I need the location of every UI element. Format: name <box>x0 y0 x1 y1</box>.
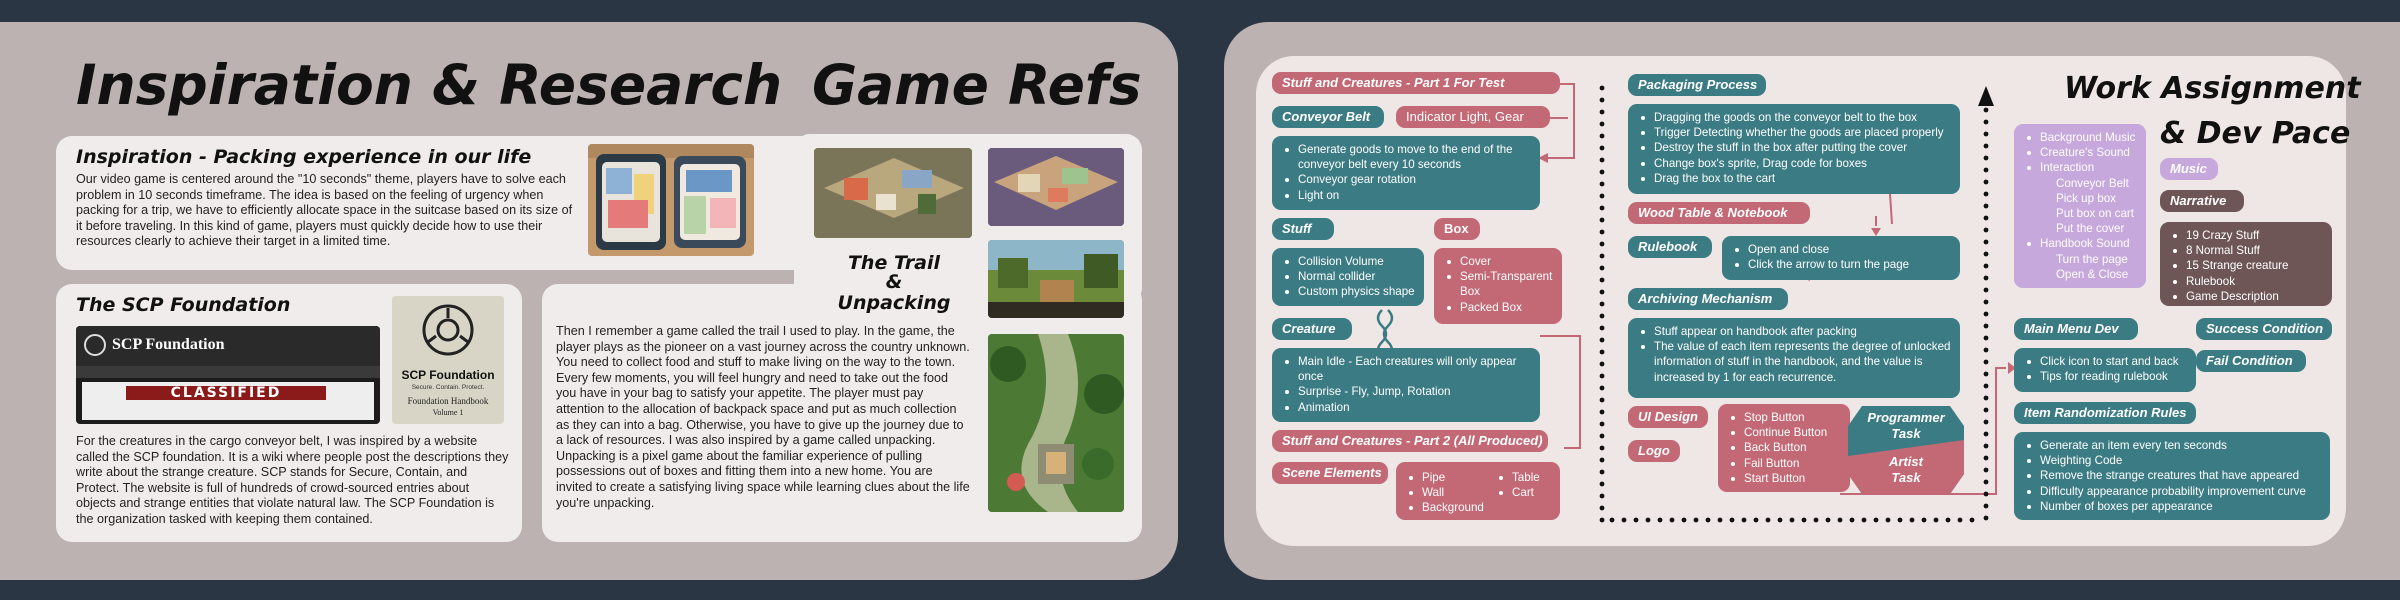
randomization-tag: Item Randomization Rules <box>2014 402 2196 424</box>
main-menu-item: Click icon to start and back <box>2024 354 2188 369</box>
box-item: Packed Box <box>1444 300 1554 315</box>
part2-tag: Stuff and Creatures - Part 2 (All Produced) <box>1272 430 1548 452</box>
narrative-item: 8 Normal Stuff <box>2170 243 2324 258</box>
scene-item: Cart <box>1496 485 1540 500</box>
box-item: Cover <box>1444 254 1554 269</box>
narrative-item: 15 Strange creature <box>2170 258 2324 273</box>
conveyor-item: Conveyor gear rotation <box>1282 172 1532 187</box>
randomization-item: Remove the strange creatures that have appeared <box>2024 468 2322 483</box>
narrative-item: 19 Crazy Stuff <box>2170 228 2324 243</box>
music-tag: Music <box>2160 158 2218 180</box>
music-item: Interaction <box>2024 160 2138 175</box>
music-item: Background Music <box>2024 130 2138 145</box>
stuff-tag: Stuff <box>1272 218 1334 240</box>
scene-item: Wall <box>1406 485 1484 500</box>
music-box <box>2014 124 2146 288</box>
stuff-item: Custom physics shape <box>1282 284 1416 299</box>
packaging-tag: Packaging Process <box>1628 74 1766 96</box>
scp-heading: The SCP Foundation <box>76 294 291 316</box>
narrative-tag: Narrative <box>2160 190 2244 212</box>
inspiration-research-title: Inspiration & Research <box>76 53 783 117</box>
main-menu-tag: Main Menu Dev <box>2014 318 2138 340</box>
box-box <box>1434 248 1562 324</box>
box-item: Semi-Transparent Box <box>1444 269 1554 299</box>
scp-site-banner: CLASSIFIED <box>170 385 282 401</box>
artist-task-label <box>1848 454 1964 486</box>
book-title: SCP Foundation <box>401 368 495 382</box>
trail-body: Then I remember a game called the trail I used to play. In the game, the player plays as the pioneer on a vast journey across the country unknown. You need to collect food and stuff to make living on the way to the town. Every few moments, you will feel hungry and need to take out the food you have in your bag to satisfy your appetite. The player must pay attention to the allocation of backpack space and put as much collection as they can into a bag. Otherwise, you have to give up the journey due to a lack of resources. I was also inspired by a game called unpacking. Unpacking is a pixel game about the familiar experience of pulling possessions out of boxes and fitting them into a new home. You are invited to create a satisfying living space while learning clues about the life you're unpacking. <box>556 324 970 510</box>
music-subitem: Open & Close <box>2056 267 2129 281</box>
conveyor-item: Light on <box>1282 188 1532 203</box>
conveyor-item: Generate goods to move to the end of the conveyor belt every 10 seconds <box>1282 142 1532 172</box>
music-subitem: Turn the page <box>2056 252 2128 266</box>
rulebook-tag: Rulebook <box>1628 236 1712 258</box>
inspiration-body: Our video game is centered around the "10 seconds" theme, players have to solve each problem in 10 seconds timeframe. The idea is based on the feeling of urgency when packing for a trip, we have to efficiently allocate space in the suitcase based on its size of it before traveling. In this kind of game, players must quickly decide how to use their resources clearly to achieve their target in a limited time. <box>76 172 573 249</box>
fail-condition-tag: Fail Condition <box>2196 350 2306 372</box>
packaging-item: Destroy the stuff in the box after putting the cover <box>1638 140 1952 155</box>
ui-design-tag: UI Design <box>1628 406 1708 428</box>
trail-heading-1: The Trail <box>847 252 941 274</box>
work-assignment-title: Work Assignment <box>2064 71 2361 106</box>
programmer-task-word: Task <box>1891 426 1921 441</box>
stuff-item: Normal collider <box>1282 269 1416 284</box>
ui-item: Start Button <box>1728 471 1842 486</box>
scene-item: Background <box>1406 500 1484 515</box>
book-motto: Secure. Contain. Protect. <box>411 384 485 391</box>
randomization-item: Generate an item every ten seconds <box>2024 438 2322 453</box>
programmer-label: Programmer <box>1867 410 1945 425</box>
creature-box <box>1272 348 1540 422</box>
indicator-tag: Indicator Light, Gear <box>1396 106 1550 128</box>
game-refs-title: Game Refs <box>812 53 1142 117</box>
rulebook-item: Click the arrow to turn the page <box>1732 257 1952 272</box>
stuff-box <box>1272 248 1424 306</box>
creature-tag: Creature <box>1272 318 1352 340</box>
logo-tag: Logo <box>1628 440 1680 462</box>
stuff-item: Collision Volume <box>1282 254 1416 269</box>
ui-item: Back Button <box>1728 440 1842 455</box>
narrative-item: Rulebook <box>2170 274 2324 289</box>
randomization-item: Number of boxes per appearance <box>2024 499 2322 514</box>
trail-heading-3: Unpacking <box>837 292 951 314</box>
archiving-box <box>1628 318 1960 398</box>
ui-item: Fail Button <box>1728 456 1842 471</box>
music-subitem: Put box on cart <box>2056 207 2134 221</box>
music-item: Creature's Sound <box>2024 145 2138 160</box>
conveyor-belt-tag: Conveyor Belt <box>1272 106 1384 128</box>
narrative-box <box>2160 222 2332 306</box>
rulebook-box <box>1722 236 1960 280</box>
wood-table-tag: Wood Table & Notebook <box>1628 202 1810 224</box>
music-subitem: Conveyor Belt <box>2056 176 2129 190</box>
packaging-item: Dragging the goods on the conveyor belt to the box <box>1638 110 1952 125</box>
narrative-item: Game Description <box>2170 289 2324 304</box>
archiving-tag: Archiving Mechanism <box>1628 288 1788 310</box>
ui-box <box>1718 404 1850 492</box>
book-volume: Volume 1 <box>432 408 464 417</box>
artist-label: Artist <box>1889 454 1923 469</box>
archiving-item: The value of each item represents the degree of unlocked information of stuff in the handbook, and the value is increased by 1 for each recurrence. <box>1638 339 1952 385</box>
scene-box <box>1396 462 1560 520</box>
ui-item: Continue Button <box>1728 425 1842 440</box>
music-subitem: Pick up box <box>2056 191 2116 205</box>
music-item: Handbook Sound <box>2024 236 2138 251</box>
scp-body: For the creatures in the cargo conveyor belt, I was inspired by a website called the SCP foundation. It is a wiki where people post the descriptions they write about the strange creature. SCP stands for Secure, Contain, and Protect. The website is full of hundreds of crowd-sourced entries about objects and strange entities that violate natural law. The SCP Foundation is the organization tasked with keeping them contained. <box>76 434 509 526</box>
inspiration-heading: Inspiration - Packing experience in our life <box>76 146 532 168</box>
packaging-item: Drag the box to the cart <box>1638 171 1952 186</box>
programmer-task-label <box>1848 410 1964 442</box>
book-subtitle: Foundation Handbook <box>407 396 489 406</box>
music-subitem: Put the cover <box>2056 222 2125 236</box>
trail-heading-2: & <box>885 271 903 293</box>
scene-item: Table <box>1496 470 1540 485</box>
scene-item: Pipe <box>1406 470 1484 485</box>
dev-pace-title: & Dev Pace <box>2160 116 2351 151</box>
task-legend-hexagon <box>1848 404 1964 496</box>
artist-task-word: Task <box>1891 470 1921 485</box>
rulebook-item: Open and close <box>1732 242 1952 257</box>
up-arrow-icon <box>1978 86 1994 106</box>
creature-item: Surprise - Fly, Jump, Rotation <box>1282 384 1532 399</box>
main-menu-box <box>2014 348 2196 392</box>
part1-tag: Stuff and Creatures - Part 1 For Test <box>1272 72 1560 94</box>
main-menu-item: Tips for reading rulebook <box>2024 369 2188 384</box>
scp-site-name: SCP Foundation <box>112 336 225 353</box>
archiving-item: Stuff appear on handbook after packing <box>1638 324 1952 339</box>
packaging-item: Trigger Detecting whether the goods are placed properly <box>1638 125 1952 140</box>
packaging-item: Change box's sprite, Drag code for boxes <box>1638 156 1952 171</box>
box-tag: Box <box>1434 218 1480 240</box>
packaging-box <box>1628 104 1960 194</box>
scene-elements-tag: Scene Elements <box>1272 462 1388 484</box>
success-condition-tag: Success Condition <box>2196 318 2332 340</box>
creature-item: Main Idle - Each creatures will only appear once <box>1282 354 1532 384</box>
conveyor-box <box>1272 136 1540 210</box>
ui-item: Stop Button <box>1728 410 1842 425</box>
randomization-box <box>2014 432 2330 520</box>
randomization-item: Weighting Code <box>2024 453 2322 468</box>
creature-item: Animation <box>1282 400 1532 415</box>
randomization-item: Difficulty appearance probability improvement curve <box>2024 484 2322 499</box>
